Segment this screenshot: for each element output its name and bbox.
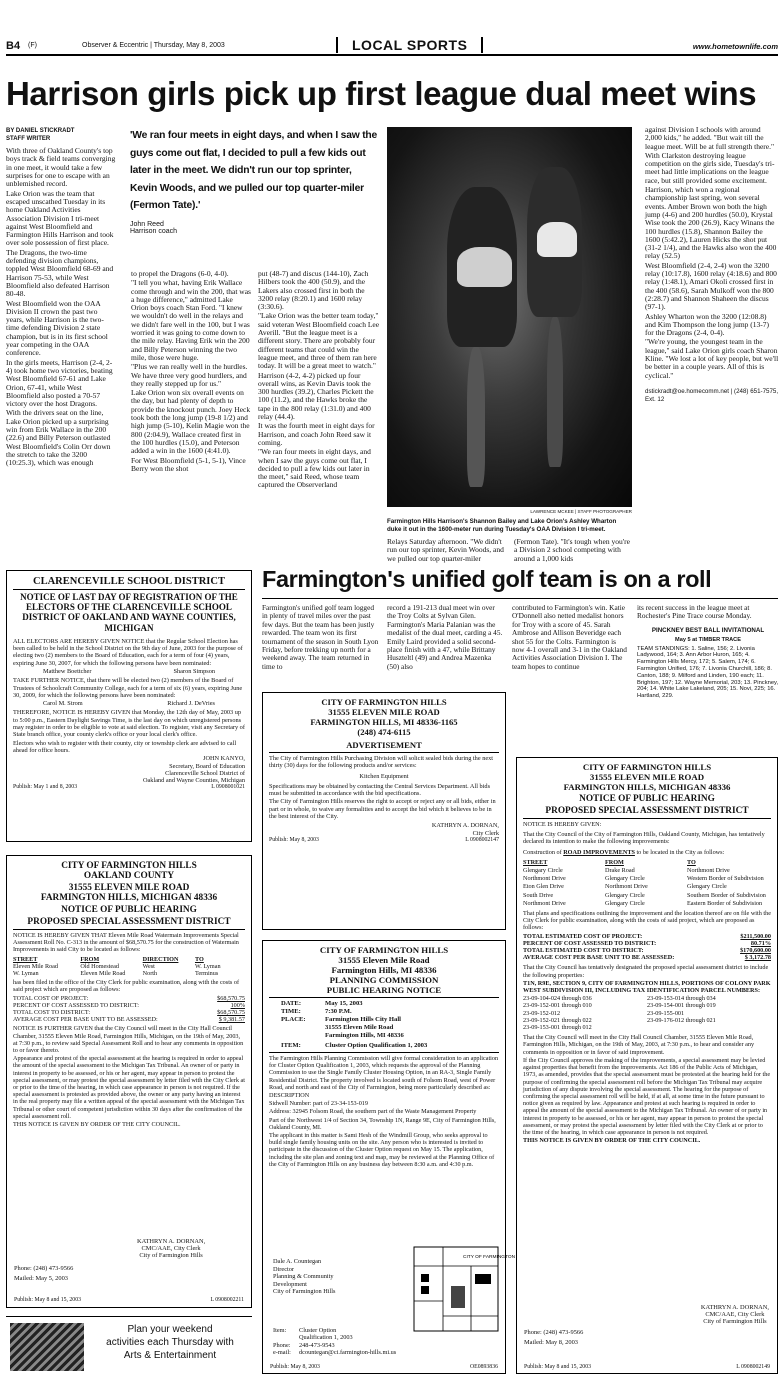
signature-line: Development [273, 1280, 307, 1288]
signature-line: City Clerk [472, 829, 499, 837]
notice-paragraph: NOTICE IS HEREBY GIVEN: [523, 821, 602, 828]
table-cell: W. Lyman [194, 962, 221, 970]
publish-date: Publish: May 8, 2003 [269, 836, 319, 843]
detail-value: Cluster Option Qualification 1, 2003 [325, 1042, 428, 1049]
results-subtitle: May 5 at TIMBER TRACE [675, 637, 741, 644]
contact-row [273, 1349, 396, 1356]
detail-key: ITEM: [281, 1042, 301, 1049]
notice-title-line: (248) 474-6115 [357, 727, 411, 737]
signature-line: CMC/AAE, City Clerk [705, 1311, 765, 1319]
detail-value: 7:30 P.M. [325, 1008, 352, 1015]
pull-quote-role: Harrison coach [130, 227, 178, 235]
nominee: Richard J. DeVries [167, 700, 215, 708]
golf-rule [262, 598, 778, 599]
notice-title-line: 31555 Eleven Mile Road [338, 955, 430, 965]
paragraph: In the girls meets, Harrison (2-4, 2-4) took home two victories, beating West Bloomfield 67-61 and Lake Orion, 67-41, while West Bloomfield also posted a 70-57 victory over the host Dragons. [6, 357, 113, 409]
notice-subtitle: NOTICE OF LAST DAY OF REGISTRATION OF THE ELECTORS OF THE CLARENCEVILLE SCHOOL DISTRICT OF OAKLAND AND WAYNE COUNTIES, MICHIGAN [20, 592, 238, 633]
cost-label: TOTAL COST TO DISTRICT: [13, 1009, 91, 1017]
golf-headline: Farmington's unified golf team is on a roll [262, 566, 712, 592]
column-header: FROM [80, 955, 100, 963]
section-flag: (F) [28, 42, 37, 49]
parcel-number: 23-09-153-014 through 034 [647, 995, 716, 1003]
nominee: Matthew Boettcher [43, 668, 92, 675]
cost-label: TOTAL ESTIMATED COST OF PROJECT: [523, 932, 643, 940]
paragraph: "Lake Orion was the better team today," said veteran West Bloomfield coach Lee Averill. "But the league meet is a different story. There are probably four different teams that could win the league meet, and three of them ran here today. It will be a great meet to watch." [258, 311, 380, 371]
ad-graphic [10, 1323, 84, 1371]
description-heading: DESCRIPTION [269, 1092, 310, 1100]
notice-paragraph [523, 849, 771, 856]
detail-row [281, 1016, 499, 1024]
table-cell: North [142, 970, 158, 978]
planning-commission-notice [262, 940, 516, 1374]
race-photo [387, 127, 632, 507]
byline-role: STAFF WRITER [6, 135, 51, 142]
parcel-number: 23-09-104-024 through 036 [523, 995, 592, 1003]
notice-title-line: 31555 ELEVEN MILE ROAD [589, 772, 705, 782]
cost-value: 80.71% [750, 939, 771, 947]
table-cell: Western Border of Subdivision [687, 875, 764, 883]
table-cell: Glengary Circle [523, 867, 563, 875]
notice-title: CITY OF FARMINGTON HILLS [319, 945, 449, 955]
article-column-1 [6, 128, 117, 564]
runner-leg [547, 317, 563, 467]
email-link[interactable]: dcountegan@ci.farmington-hills.mi.us [299, 1349, 397, 1357]
table-row [523, 900, 771, 907]
column-header: TO [194, 955, 204, 963]
contact-row [273, 1327, 396, 1334]
divider [269, 1052, 499, 1053]
paragraph: With Clarkston destroying league competition on the girls side, Tuesday's tri-meet had little implications on the league race, but still provided some excitement. [645, 150, 775, 185]
phone-number: Phone: (248) 473-9566 [524, 1329, 584, 1336]
article-column-right [645, 126, 779, 566]
signature-line: Secretary, Board of Education [169, 762, 245, 770]
cost-label: AVERAGE COST PER BASE UNIT TO BE ASSESSED: [523, 954, 675, 962]
notice-paragraph: The applicant in this matter is Sami Hesh of the Windmill Group, who seeks approval to build single family housing units on the site. Any person who is interested is invited to participate in the discussion of the Cluster Option request on May 15. The application, including the site plan and zoning text and map, may be reviewed at the Planning Office of the City of Farmington Hills on any business day between 8:30 a.m. and 4:30 p.m. [269, 1132, 495, 1168]
notice-title-line: PLANNING COMMISSION [329, 975, 439, 985]
map-block [421, 1286, 429, 1294]
cost-label: TOTAL ESTIMATED COST TO DISTRICT: [523, 947, 644, 955]
table-cell: Glengary Circle [605, 875, 645, 883]
notice-code: L 0908002147 [465, 836, 499, 843]
map-block [421, 1274, 429, 1282]
ad-line: Arts & Entertainment [123, 1350, 217, 1361]
nominee-row [13, 700, 245, 707]
paragraph: For West Bloomfield (5-1, 5-1), Vince Berry won the shot [131, 455, 246, 473]
notice-body [13, 638, 245, 838]
golf-column-3: contributed to Farmington's win. Katie O'Donnell also netted medalist honors for Troy with a score of 45. Sarah Ambrose and Allison Beveridge each shot 55 for the Colts. Farmington is now 4-1 overall and 3-1 in the Oakland Activities Association Division I. The team hopes to continue [512, 603, 627, 671]
mailed-date: Mailed: May 8, 2003 [524, 1339, 578, 1346]
notice-title-line: PROPOSED SPECIAL ASSESSMENT DISTRICT [545, 806, 749, 816]
detail-key: PLACE: [281, 1016, 306, 1023]
contact-value: 248-473-9543 [299, 1341, 335, 1349]
cost-row [523, 954, 771, 961]
cost-label: TOTAL COST OF PROJECT: [13, 994, 89, 1002]
paragraph: Harrison (4-2, 4-2) picked up four overall wins, as Kevin Davis took the 300 hurdles (39.2), Charles Pickett the 100 (11.2), and the Hawks broke the tape in the 800 relay (1:31.0) and 400 relay (44.4). [258, 370, 374, 422]
cost-row [523, 940, 771, 947]
road-table [523, 867, 771, 907]
signature-block [13, 755, 245, 784]
table-cell: Northmont Drive [687, 867, 730, 875]
contact-row [273, 1342, 396, 1349]
table-cell: Glengary Circle [687, 883, 727, 891]
table-cell: Eastern Border of Subdivision [687, 899, 763, 907]
table-row [13, 963, 245, 970]
notice-paragraph: The City of Farmington Hills reserves the right to accept or reject any or all bids, either in part or in whole, to waive any formalities and to accept the bid which it believes to be in the best interest of the City. [269, 798, 496, 821]
text-segment: Construction of [523, 848, 562, 856]
detail-row [281, 1008, 499, 1016]
paragraph: With three of Oakland County's top boys track & field teams converging in one meet, it would take a few surprises for one to escape with an unblemished record. [6, 146, 116, 189]
paragraph: Ashley Wharton won the 3200 (12:08.8) and Kim Thompson the long jump (13-7) for the Dragons (2-4, 0-4). [645, 311, 770, 338]
notice-title: CITY OF FARMINGTON HILLS [321, 697, 447, 707]
table-cell: Drake Road [605, 867, 635, 875]
contact-block [14, 1264, 73, 1284]
notice-paragraph: Specifications may be obtained by contacting the Central Services Department. All bids must be submitted in accordance with the bid specifications. [269, 782, 491, 798]
notice-title-line: FARMINGTON HILLS, MICHIGAN 48336 [40, 893, 218, 903]
golf-column-4 [637, 604, 779, 754]
golf-column-1: Farmington's unified golf team logged in plenty of travel miles over the past few days. But the team has been justly rewarded. The team won its first tournament of the season in South Lyon Friday, before trekking up north for a weekend away. The team returned in time to [262, 603, 379, 671]
column-header: STREET [13, 955, 38, 963]
publish-row [14, 1297, 244, 1304]
paragraph: Lake Orion was the team that escaped unscathed Tuesday in its home Oakland Activities Association Division I tri-meet against West Bloomfield and Farmington Hills Harrison and took over sole possession of first place. [6, 188, 114, 248]
notice-paragraph: That the City Council of the City of Farmington Hills, Oakland County, Michigan, has tentatively declared its intention to make the following improvements: [523, 831, 765, 846]
cost-label: PERCENT OF COST ASSESSED TO DISTRICT: [523, 939, 657, 947]
table-cell: Glengary Circle [605, 899, 645, 907]
byline-name: BY DANIEL STICKRADT [6, 128, 75, 134]
notice-paragraph: ALL ELECTORS ARE HEREBY GIVEN NOTICE that the Regular School Election has been called to be held in the School District on the 9th day of June, 2003 for the purpose of electing two (2) members to the Board of Education, each for a term of four (4) years, expiring June 30, 2007, for which the following persons have been nominated: [13, 637, 243, 667]
table-header [523, 859, 771, 866]
detail-value: Farmington Hills City Hall [325, 1016, 402, 1023]
paragraph: "I tell you what, having Erik Wallace come through and win the 200, that was a huge difference," admitted Lake Orion boys coach Stan Ford. "I knew we wouldn't do well in the relays and we didn't fare well in the 100, but I was worried it was going to come down to the mile relay. Having Erik win the 200 and Billy Peterson winning the two mile, those were huge. [131, 278, 251, 362]
bid-advertisement-notice [262, 692, 506, 930]
table-cell: Eleven Mile Road [80, 970, 126, 978]
table-row [523, 883, 771, 890]
signature-line: City of Farmington Hills [703, 1318, 767, 1326]
detail-value: 31555 Eleven Mile Road [325, 1024, 394, 1031]
notice-body [523, 821, 771, 1341]
publish-row [13, 784, 245, 791]
paragraph: With the drivers seat on the line, Lake Orion picked up a surprising win from Erik Wallace in the 200 (22.6) and Billy Peterson outlasted West Bloomfield's Colin Orr down the stretch to take the 3200 (10:25.3), which was enough [6, 408, 111, 468]
signature-block [701, 1304, 769, 1326]
site-location-map [413, 1246, 516, 1332]
golf-column-2: record a 191-213 dual meet win over the Troy Colts at Sylvan Glen. Farmington's Maria Palanian was the medalist of the dual meet, carding a 45. Emily Laird provided a solid second-place finish with a 47, while Brittany Huszteltl (49) and Andrea Mazenka (50) also [387, 603, 503, 671]
signature-line: Director [273, 1265, 294, 1273]
parcel-row [523, 1017, 771, 1024]
nominee: Sharon Simpson [173, 668, 215, 675]
publish-date: Publish: May 1 and 8, 2003 [13, 784, 78, 791]
parcel-number: 23-09-176-012 through 021 [647, 1016, 716, 1024]
notice-title-line: PROPOSED SPECIAL ASSESSMENT DISTRICT [27, 917, 231, 927]
cost-value: $ 3,172.78 [744, 954, 771, 962]
paragraph: "We're young, the youngest team in the league," said Lake Orion girls coach Sharon Kline. "We lost a lot of key people, but we'll be better in a couple years. All of this is cyclical." [645, 337, 779, 380]
notice-title-line: ADVERTISEMENT [346, 740, 422, 750]
notice-body [269, 1055, 499, 1168]
notice-details [269, 1000, 499, 1050]
cost-label: AVERAGE COST PER BASE UNIT TO BE ASSESSED: [13, 1016, 158, 1024]
signature-block [269, 822, 499, 837]
divider [13, 589, 245, 590]
notice-code: OE0893836 [469, 1364, 498, 1371]
notice-paragraph: The Farmington Hills Planning Commission will give formal consideration to an application for Cluster Option Qualification 1, 2003, which requests the approval of the Planning Commission to use the Single Family Cluster Housing Option, in an RA-3, Single Family Residential District. The property involved is located south of Folsom Road, west of Power Road, and north and east of the City of Farmington, being more particularly described as: [269, 1055, 499, 1091]
notice-paragraph: has been filed in the office of the City Clerk for public examination, along with the costs of said project which are proposed as follows: [13, 979, 240, 994]
table-cell: Northmont Drive [523, 899, 566, 907]
cost-row [523, 933, 771, 940]
signature-block [273, 1258, 335, 1296]
page-number: B4 [6, 40, 21, 52]
table-cell: Northmont Drive [523, 875, 566, 883]
paragraph: Lake Orion won six overall events on the day, but had plenty of depth to provide the knockout punch. Joey Heck took both the long jump (19-8 1/2) and high jump (5-10), Kelin Magie won the 800 (2:04.9), Wallace created first in the 100 hurdles (15.0), and Peterson added a win in the 1600 (4:41.0). [131, 388, 251, 456]
notice-body [13, 932, 245, 1282]
text-segment: ROAD IMPROVEMENTS [563, 848, 635, 856]
parcel-number: 23-09-152-021 through 022 [523, 1016, 592, 1024]
runner-figure [537, 222, 577, 257]
parcel-number: 23-09-152-001 through 010 [523, 1002, 592, 1010]
parcel-number [647, 1024, 771, 1031]
notice-paragraph: The City of Farmington Hills Purchasing Division will solicit sealed bids during the next thirty (30) days for the following products and/or services: [269, 755, 494, 770]
author-contact: dstickradt@oe.homecomm.net | (248) 651-7575, Ext. 12 [645, 387, 779, 404]
notice-paragraph: Address: 32945 Folsom Road, the southern part of the Waste Management Property [269, 1108, 477, 1116]
table-cell: Old Homestead [80, 962, 119, 970]
notice-title: CITY OF FARMINGTON HILLS [61, 861, 197, 871]
photo-credit: LAWRENCE MCKEE | STAFF PHOTOGRAPHER [530, 509, 632, 514]
ad-line: Plan your weekend [127, 1324, 213, 1335]
notice-paragraph: That the City Council will meet in the City Hall Council Chamber, 31555 Eleven Mile Road, Farmington Hills, Michigan, on the 19th of May, 2003, at 7:30 p.m., to hear and consider any comments in opposition or in favor of said improvement. [523, 1034, 755, 1056]
watermain-hearing-notice [6, 855, 252, 1308]
parcel-number: 23-09-154-001 through 019 [647, 1002, 716, 1010]
article-column-2 [131, 270, 251, 566]
results-text: TEAM STANDINGS: 1. Saline, 156; 2. Livonia Ladywood, 164; 3. Ann Arbor Huron, 165; 4. Farmington Hills Mercy, 172; 5. Salem, 174; 6. Farmington Unified, 176; 7. Livonia Churchill, 186; 8. Canton, 188; 9. Milford and Linden, 190 each; 11. Brighton, 197; 12. Wayne Memorial, 203; 13. Pinckney, 204; 14. White Lake Lakeland, 205; 15. Novi, 225; 16. Hartland, 229. [637, 645, 779, 700]
article-column-3 [258, 270, 380, 566]
notice-paragraph: If the City Council approves the making of the improvements, a special assessment may be levied against properties that benefit from the improvements. Act 186 of the Public Acts of Michigan, 1973, as amended, provides that the special assessment must be protested at the hearing held for the purpose of confirming the special assessment roll before the Michigan Tax Tribunal may acquire jurisdiction of any dispute involving the special assessment. The hearing for the purpose of confirming the special assessment roll will be held, if at all, at some time in the future pursuant to notice given as required by law. Appearance and protest at such hearing is required in order to appeal the amount of the special assessment to the Michigan Tax Tribunal. An owner of or party in interest in property to be assessed, or his or her agent, may appear in person to protest the special assessment, or may protest the special assessment by letter filed with the City Clerk at or prior to the time of the hearing, in which case appearance in person is not required. [523, 1056, 771, 1136]
pull-quote [130, 127, 378, 259]
section-name: LOCAL SPORTS [336, 37, 483, 53]
article-continued-2: (Fermon Tate). "It's tough when you're a Division 2 school competing with around a 1,000 kids [514, 537, 630, 563]
column-header: STREET [523, 858, 548, 866]
paragraph: "We ran four meets in eight days, and when I saw the guys come out flat, I decided to pull a few kids out later in the meet," said Reed, whose team captured the Observerland [258, 447, 371, 490]
text-segment: to be located in the City as follows: [636, 848, 725, 856]
ad-text [90, 1323, 250, 1362]
paragraph: "Plus we ran really well in the hurdles. We have three very good hurdlers, and they really stepped up for us." [131, 362, 248, 388]
divider [269, 752, 499, 753]
signature-line: JOHN KANYO, [203, 755, 245, 763]
notice-title-line: FARMINGTON HILLS, MICHIGAN 48336 [563, 782, 731, 792]
notice-code: L 0908002149 [736, 1364, 770, 1371]
publish-row [270, 1364, 498, 1371]
clarenceville-notice [6, 570, 252, 842]
notice-paragraph: Part of the Northwest 1/4 of Section 34, Township 1N, Range 9E, City of Farmington Hills, Oakland County, MI. [269, 1116, 496, 1131]
signature-line: CMC/AAE, City Clerk [141, 1245, 201, 1253]
paragraph: its recent success in the league meet at Rochester's Pine Trace course Monday. [637, 603, 752, 621]
road-improvement-hearing-notice [516, 757, 778, 1374]
paragraph: The Dragons, the two-time defending division champions, toppled West Bloomfield 68-69 and Harrison 75-53, while West Bloomfield also defeated Harrison 80-48. [6, 247, 114, 299]
table-cell: Eton Glen Drive [523, 883, 564, 891]
cost-label: PERCENT OF COST ASSESSED TO DISTRICT: [13, 1001, 139, 1009]
parcel-row [523, 1002, 771, 1009]
page-header [6, 36, 778, 56]
notice-paragraph: That the City Council has tentatively designated the proposed special assessment district to include the following properties: [523, 964, 769, 979]
detail-row [281, 1042, 499, 1050]
masthead: Observer & Eccentric | Thursday, May 8, 2003 [82, 42, 225, 49]
paragraph: Harrison, which won a regional championship last spring, won several events. Amber Brown won both the high jump (4-6) and 200 hurdles (50.0), Krystal Wise took the 200 (26.9), Kacy Winans the 100 hurdles (15.8), Shannon Bailey the 1600 (5:42.2), Lauren Hicks the shot put (31-2 1/4), and the Hawks also won the 400 relay (52.5) [645, 185, 777, 261]
contact-value: Qualification 1, 2003 [299, 1334, 353, 1342]
signature-block [137, 1238, 205, 1260]
cost-value: $68,570.75 [217, 994, 245, 1002]
detail-key: TIME: [281, 1008, 301, 1015]
paragraph: It was the fourth meet in eight days for Harrison, and coach John Reed saw it coming. [258, 421, 375, 447]
site-parcel [451, 1286, 465, 1308]
publish-date: Publish: May 8 and 15, 2003 [14, 1297, 81, 1304]
signature-line: Planning & Community [273, 1273, 334, 1281]
table-row [523, 867, 771, 874]
table-cell: Glengary Circle [605, 891, 645, 899]
notice-paragraph: That plans and specifications outlining the improvement and the location thereof are on file with the City Clerk for public examination, along with the costs of said project, which are proposed as follows: [523, 910, 771, 932]
column-header: TO [687, 858, 696, 866]
cost-row [13, 1016, 245, 1023]
ad-line: activities each Thursday with [106, 1337, 234, 1348]
notice-title: CLARENCEVILLE SCHOOL DISTRICT [33, 576, 225, 587]
mailed-date: Mailed: May 5, 2003 [14, 1275, 68, 1282]
table-row [523, 875, 771, 882]
divider [13, 929, 245, 930]
paragraph: West Bloomfield won the OAA Division II crown the past two years, while Harrison is the two-time defending Division 2 state champion, but is in its first school year competing in the OAA conference. [6, 298, 108, 358]
contact-key: e-mail: [273, 1349, 291, 1357]
table-row [13, 970, 245, 977]
nominee-row [13, 668, 245, 675]
detail-value: Farmington Hills, MI 48336 [325, 1032, 404, 1039]
table-cell: Terminus [194, 970, 219, 978]
table-cell: W. Lyman [13, 970, 39, 978]
notice-body [269, 755, 499, 844]
cost-row [523, 947, 771, 954]
notice-paragraph: Appearance and protest of the special assessment at the hearing is required in order to appeal the amount of the special assessment to the Michigan Tax Tribunal. An owner of or party in interest in property to be assessed, or his or her agent, may appear in person to protest the special assessment, or may protest the special assessment by letter filed with the City Clerk at or prior to the time of the hearing, in which case appearance in person is not required. If the special assessment is protested as provided above, the owner or any party having an interest in the real property may file a written appeal of the special assessment with the Michigan Tax Tribunal or other court of competent jurisdiction within 30 days after the confirmation of the special assessment roll. [13, 1055, 245, 1120]
notice-paragraph: THIS NOTICE IS GIVEN BY ORDER OF THE CITY COUNCIL. [13, 1121, 181, 1129]
parcel-table [523, 995, 771, 1031]
signature-line: City of Farmington Hills [273, 1288, 336, 1296]
notice-paragraph: T1N, R9E, SECTION 9, CITY OF FARMINGTON HILLS, PORTIONS OF COLONY PARK WEST SUBDIVISION III, INCLUDING TAX IDENTIFICATION PARCEL NUMBERS: [523, 979, 771, 995]
signature-line: City of Farmington Hills [139, 1252, 203, 1260]
table-cell: West [142, 962, 155, 970]
divider [269, 997, 499, 998]
contact-key: Phone: [273, 1341, 291, 1349]
parcel-row [523, 1024, 771, 1031]
publish-row [269, 837, 499, 844]
paragraph: to propel the Dragons (6-0, 4-0). [131, 269, 229, 278]
paragraph: against Division I schools with around 2,000 kids," he added. "But wait till the league meet. Will be at full strength there." [645, 125, 775, 151]
notice-title-line: OAKLAND COUNTY [83, 871, 175, 881]
notice-title: CITY OF FARMINGTON HILLS [582, 762, 712, 772]
cost-value: 100% [230, 1001, 245, 1009]
runner-leg [467, 347, 485, 487]
column-header: DIRECTION [142, 955, 179, 963]
signature-line: Clarenceville School District of [165, 769, 245, 777]
detail-value: May 15, 2003 [325, 1000, 363, 1007]
notice-code: L 0908001021 [211, 784, 245, 791]
table-cell: Southern Border of Subdivision [687, 891, 766, 899]
table-cell: Eleven Mile Road [13, 962, 59, 970]
signature-line: Dale A. Countegan [273, 1258, 322, 1265]
parcel-number: 23-09-155-001 [647, 1009, 685, 1017]
notice-title-line: PUBLIC HEARING NOTICE [326, 985, 442, 995]
cost-value: $170,600.00 [740, 947, 771, 955]
parcel-row [523, 1010, 771, 1017]
cost-row [13, 995, 245, 1002]
notice-title-line: 31555 ELEVEN MILE ROAD [328, 707, 440, 717]
notice-title-line: NOTICE OF PUBLIC HEARING [579, 794, 715, 804]
notice-title-line: NOTICE OF PUBLIC HEARING [61, 905, 197, 915]
signature-line: KATHRYN A. DORNAN, [700, 1304, 769, 1311]
cost-value: $211,500.00 [740, 932, 771, 940]
publish-date: Publish: May 8 and 15, 2003 [524, 1364, 591, 1371]
table-header [13, 956, 245, 963]
notice-paragraph: NOTICE IS HEREBY GIVEN THAT Eleven Mile Road Watermain Improvements Special Assessment Roll No. C-313 in the amount of $68,570.75 for the construction of Watermain Improvements in said City to be located as follows: [13, 932, 239, 954]
table-cell: Northmont Drive [605, 883, 648, 891]
runner-figure [457, 247, 512, 287]
notice-title-line: 31555 ELEVEN MILE ROAD [68, 883, 190, 893]
notice-code: L 0908002211 [210, 1297, 244, 1304]
arts-entertainment-ad[interactable] [6, 1316, 252, 1374]
detail-key: DATE: [281, 1000, 302, 1007]
parcel-number: 23-09-153-001 through 012 [523, 1024, 592, 1032]
paragraph: West Bloomfield (2-4, 2-4) won the 3200 relay (10:17.8), 1600 relay (4:18.6) and 800 relay (1:48.1), Amari Okoli crossed first in the 400 (58.6), Sarah Mulkoff won the 800 (2:28.7) and Shannon Shaheen the discus (97-1). [645, 260, 777, 312]
map-label: CITY OF FARMINGTON [463, 1255, 516, 1260]
contact-value: Cluster Option [299, 1327, 337, 1334]
cost-row [13, 1009, 245, 1016]
contact-block [273, 1327, 396, 1357]
photo-caption: Farmington Hills Harrison's Shannon Bailey and Lake Orion's Ashley Wharton duke it out in the 1600-meter run during Tuesday's OAA Division I tri-meet. [387, 518, 617, 533]
main-headline: Harrison girls pick up first league dual meet wins [6, 75, 757, 112]
paragraph: put (48-7) and discus (144-10), Zach Hilbers took the 400 (50.9), and the Lakers also crossed first in both the 3200 relay (8:20.1) and 1600 relay (3:30.6). [258, 269, 369, 312]
notice-paragraph: THIS NOTICE IS GIVEN BY ORDER OF THE CITY COUNCIL. [523, 1137, 701, 1145]
notice-title-line: FARMINGTON HILLS, MI 48336-1165 [310, 717, 458, 727]
notice-paragraph: TAKE FURTHER NOTICE, that there will be elected two (2) members of the Board of Trustees of Schoolcraft Community College, each for a term of six (6) years, expiring June 30, 2009, for which the following persons have been nominated: [13, 677, 243, 699]
divider [523, 818, 771, 819]
cost-value: $ 9,381.57 [218, 1016, 245, 1024]
cost-value: $68,570.75 [217, 1009, 245, 1017]
publish-row [524, 1364, 770, 1371]
pull-quote-name: John Reed [130, 220, 164, 228]
contact-key: Item: [273, 1327, 287, 1334]
parcel-number: 23-09-152-012 [523, 1009, 561, 1017]
map-block [475, 1274, 491, 1284]
detail-row [281, 1000, 499, 1008]
table-cell: South Drive [523, 891, 554, 899]
signature-line: Oakland and Wayne Counties, Michigan [142, 777, 245, 785]
cost-row [13, 1002, 245, 1009]
parcel-row [523, 995, 771, 1002]
notice-paragraph: Electors who wish to register with their county, city or township clerk are advised to call ahead for office hours. [13, 739, 237, 754]
bid-item: Kitchen Equipment [359, 772, 409, 780]
site-url[interactable]: www.hometownlife.com [692, 42, 778, 51]
publish-date: Publish: May 8, 2003 [270, 1364, 320, 1371]
notice-paragraph: THEREFORE, NOTICE IS HEREBY GIVEN that Monday, the 12th day of May, 2003 up to 5:00 p.m., Eastern Daylight Savings Time, is the last day on which unregistered persons may register in order to be eligible to vote at said election. To register, visit any Secretary of State branch office, your county clerk's office or your local clerk's office. [13, 709, 245, 739]
results-title: PINCKNEY BEST BALL INVITATIONAL [651, 626, 765, 634]
table-row [523, 892, 771, 899]
contact-block [524, 1328, 583, 1348]
column-header: FROM [605, 858, 624, 866]
description-line: Sidwell Number: part of 23-34-153-019 [269, 1100, 368, 1108]
article-continued-1: Relays Saturday afternoon. "We didn't run our top sprinter, Kevin Woods, and we pulled our top quarter-miler [387, 537, 504, 563]
notice-paragraph: NOTICE IS FURTHER GIVEN that the City Council will meet in the City Hall Council Chamber, 31555 Eleven Mile Road, Farmington Hills, Michigan, on the 19th of May, 2003, at 7:30 p.m., to review said Special Assessment Roll and to hear any comments in opposition to or favor thereto. [13, 1025, 244, 1055]
pull-quote-text: 'We ran four meets in eight days, and when I saw the guys come out flat, I decided to pull a few kids out later in the meet. We didn't run our top sprinter, Kevin Woods, and we pulled our top quarter-miler (Fermon Tate).' [130, 130, 378, 211]
notice-title-line: Farmington Hills, MI 48336 [331, 965, 437, 975]
nominee: Carol M. Strom [43, 700, 83, 708]
signature-line: KATHRYN A. DORNAN, [431, 822, 499, 830]
phone-number: Phone: (248) 473-9566 [14, 1265, 74, 1272]
signature-line: KATHRYN A. DORNAN, [137, 1238, 206, 1245]
